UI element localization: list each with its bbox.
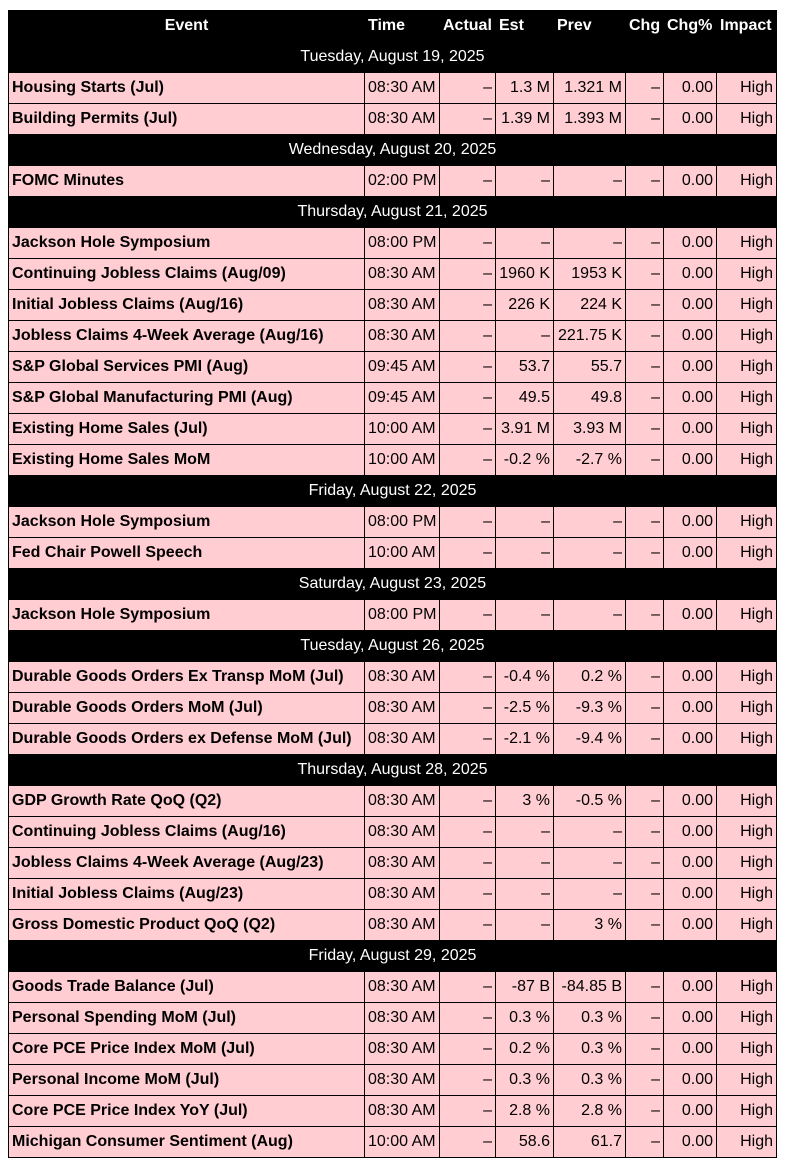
event-est-cell: -2.1 % [496,724,554,755]
event-chg-cell: – [626,1096,664,1127]
event-prev-cell: – [554,166,626,197]
event-est-cell: – [496,848,554,879]
event-actual-cell: – [440,228,496,259]
event-chg-pct-cell: 0.00 [664,1065,717,1096]
event-actual-cell: – [440,972,496,1003]
event-chg-pct-cell: 0.00 [664,166,717,197]
event-chg-pct-cell: 0.00 [664,972,717,1003]
date-heading: Tuesday, August 26, 2025 [9,631,777,662]
event-est-cell: – [496,879,554,910]
event-chg-cell: – [626,259,664,290]
event-actual-cell: – [440,507,496,538]
event-actual-cell: – [440,414,496,445]
event-chg-cell: – [626,166,664,197]
event-time-cell: 08:00 PM [365,507,440,538]
event-row[interactable] [9,848,777,879]
table-body [9,42,777,1158]
event-name-cell: Jobless Claims 4-Week Average (Aug/23) [9,848,365,879]
event-est-cell: – [496,600,554,631]
event-est-cell: 58.6 [496,1127,554,1158]
event-name-cell: Existing Home Sales MoM [9,445,365,476]
event-chg-pct-cell: 0.00 [664,662,717,693]
event-name-cell: Core PCE Price Index YoY (Jul) [9,1096,365,1127]
event-est-cell: – [496,538,554,569]
event-time-cell: 08:30 AM [365,1096,440,1127]
event-chg-pct-cell: 0.00 [664,228,717,259]
event-chg-pct-cell: 0.00 [664,290,717,321]
event-chg-pct-cell: 0.00 [664,693,717,724]
event-row[interactable] [9,228,777,259]
event-row[interactable] [9,166,777,197]
event-prev-cell: – [554,228,626,259]
event-name-cell: S&P Global Manufacturing PMI (Aug) [9,383,365,414]
event-actual-cell: – [440,662,496,693]
event-chg-pct-cell: 0.00 [664,259,717,290]
event-chg-cell: – [626,414,664,445]
event-chg-cell: – [626,693,664,724]
event-est-cell: 53.7 [496,352,554,383]
event-est-cell: 3 % [496,786,554,817]
event-est-cell: -0.4 % [496,662,554,693]
event-row[interactable] [9,786,777,817]
header-chg-pct[interactable]: Chg% [664,11,717,42]
header-prev[interactable]: Prev [554,11,626,42]
event-time-cell: 08:30 AM [365,1034,440,1065]
event-time-cell: 09:45 AM [365,352,440,383]
event-est-cell: 1.3 M [496,73,554,104]
event-actual-cell: – [440,910,496,941]
date-group-row [9,476,777,507]
event-prev-cell: 0.2 % [554,662,626,693]
event-prev-cell: 2.8 % [554,1096,626,1127]
event-row[interactable] [9,693,777,724]
event-chg-cell: – [626,352,664,383]
event-chg-cell: – [626,228,664,259]
event-chg-pct-cell: 0.00 [664,445,717,476]
event-name-cell: Jackson Hole Symposium [9,507,365,538]
event-name-cell: Durable Goods Orders Ex Transp MoM (Jul) [9,662,365,693]
event-chg-pct-cell: 0.00 [664,321,717,352]
event-actual-cell: – [440,352,496,383]
event-chg-cell: – [626,786,664,817]
event-actual-cell: – [440,1065,496,1096]
date-group-row [9,755,777,786]
event-row[interactable] [9,1003,777,1034]
event-row[interactable] [9,352,777,383]
event-prev-cell: – [554,600,626,631]
event-name-cell: Existing Home Sales (Jul) [9,414,365,445]
event-prev-cell: -84.85 B [554,972,626,1003]
event-impact-cell: High [717,879,777,910]
event-est-cell: – [496,817,554,848]
event-name-cell: Continuing Jobless Claims (Aug/16) [9,817,365,848]
event-est-cell: 49.5 [496,383,554,414]
event-time-cell: 08:30 AM [365,972,440,1003]
header-actual[interactable]: Actual [440,11,496,42]
event-impact-cell: High [717,352,777,383]
event-row[interactable] [9,290,777,321]
event-chg-cell: – [626,1127,664,1158]
event-chg-pct-cell: 0.00 [664,352,717,383]
header-chg[interactable]: Chg [626,11,664,42]
event-chg-pct-cell: 0.00 [664,879,717,910]
event-chg-pct-cell: 0.00 [664,507,717,538]
date-group-row [9,135,777,166]
date-heading: Wednesday, August 20, 2025 [9,135,777,166]
event-est-cell: 1.39 M [496,104,554,135]
event-name-cell: Goods Trade Balance (Jul) [9,972,365,1003]
header-row [9,11,777,42]
event-row[interactable] [9,104,777,135]
event-actual-cell: – [440,724,496,755]
event-time-cell: 08:30 AM [365,1065,440,1096]
event-time-cell: 10:00 AM [365,445,440,476]
event-name-cell: Fed Chair Powell Speech [9,538,365,569]
event-name-cell: GDP Growth Rate QoQ (Q2) [9,786,365,817]
event-impact-cell: High [717,228,777,259]
event-actual-cell: – [440,1003,496,1034]
event-row[interactable] [9,817,777,848]
event-time-cell: 08:30 AM [365,290,440,321]
event-row[interactable] [9,1096,777,1127]
event-time-cell: 02:00 PM [365,166,440,197]
event-chg-cell: – [626,290,664,321]
event-est-cell: 1960 K [496,259,554,290]
event-time-cell: 08:30 AM [365,73,440,104]
event-time-cell: 09:45 AM [365,383,440,414]
event-chg-cell: – [626,972,664,1003]
event-est-cell: 0.2 % [496,1034,554,1065]
event-est-cell: – [496,321,554,352]
event-chg-cell: – [626,1034,664,1065]
date-group-row [9,569,777,600]
event-actual-cell: – [440,321,496,352]
event-chg-cell: – [626,817,664,848]
event-row[interactable] [9,321,777,352]
event-est-cell: 0.3 % [496,1065,554,1096]
header-est[interactable]: Est [496,11,554,42]
date-heading: Friday, August 29, 2025 [9,941,777,972]
date-heading: Thursday, August 21, 2025 [9,197,777,228]
event-impact-cell: High [717,507,777,538]
event-time-cell: 08:30 AM [365,910,440,941]
event-name-cell: Personal Spending MoM (Jul) [9,1003,365,1034]
event-time-cell: 08:30 AM [365,848,440,879]
event-chg-pct-cell: 0.00 [664,848,717,879]
event-time-cell: 10:00 AM [365,414,440,445]
event-est-cell: -87 B [496,972,554,1003]
event-est-cell: – [496,166,554,197]
event-actual-cell: – [440,290,496,321]
event-impact-cell: High [717,1096,777,1127]
event-prev-cell: 0.3 % [554,1003,626,1034]
event-chg-cell: – [626,724,664,755]
event-impact-cell: High [717,693,777,724]
event-prev-cell: – [554,817,626,848]
event-time-cell: 08:30 AM [365,724,440,755]
event-chg-cell: – [626,879,664,910]
event-chg-pct-cell: 0.00 [664,538,717,569]
date-heading: Tuesday, August 19, 2025 [9,42,777,73]
event-chg-pct-cell: 0.00 [664,817,717,848]
event-prev-cell: 1.321 M [554,73,626,104]
event-impact-cell: High [717,1034,777,1065]
event-prev-cell: – [554,848,626,879]
event-impact-cell: High [717,1065,777,1096]
event-actual-cell: – [440,383,496,414]
event-prev-cell: -9.4 % [554,724,626,755]
event-actual-cell: – [440,538,496,569]
event-chg-pct-cell: 0.00 [664,414,717,445]
event-row[interactable] [9,910,777,941]
event-time-cell: 08:00 PM [365,228,440,259]
event-chg-cell: – [626,600,664,631]
event-name-cell: Gross Domestic Product QoQ (Q2) [9,910,365,941]
event-name-cell: Durable Goods Orders MoM (Jul) [9,693,365,724]
event-impact-cell: High [717,817,777,848]
event-actual-cell: – [440,1127,496,1158]
event-est-cell: 3.91 M [496,414,554,445]
event-chg-cell: – [626,662,664,693]
event-time-cell: 08:00 PM [365,600,440,631]
event-name-cell: Jobless Claims 4-Week Average (Aug/16) [9,321,365,352]
event-time-cell: 08:30 AM [365,1003,440,1034]
date-group-row [9,42,777,73]
event-prev-cell: 3 % [554,910,626,941]
event-prev-cell: – [554,538,626,569]
event-row[interactable] [9,445,777,476]
event-actual-cell: – [440,786,496,817]
event-prev-cell: -9.3 % [554,693,626,724]
event-impact-cell: High [717,414,777,445]
calendar-container [8,10,777,1158]
event-name-cell: Initial Jobless Claims (Aug/23) [9,879,365,910]
date-group-row [9,197,777,228]
event-chg-pct-cell: 0.00 [664,104,717,135]
event-row[interactable] [9,414,777,445]
event-prev-cell: 0.3 % [554,1065,626,1096]
event-chg-cell: – [626,848,664,879]
event-row[interactable] [9,1065,777,1096]
event-prev-cell: 224 K [554,290,626,321]
event-chg-pct-cell: 0.00 [664,1034,717,1065]
event-name-cell: Michigan Consumer Sentiment (Aug) [9,1127,365,1158]
event-impact-cell: High [717,166,777,197]
event-name-cell: Core PCE Price Index MoM (Jul) [9,1034,365,1065]
event-prev-cell: 0.3 % [554,1034,626,1065]
event-impact-cell: High [717,73,777,104]
event-chg-pct-cell: 0.00 [664,383,717,414]
event-row[interactable] [9,507,777,538]
table-header [9,11,777,42]
event-impact-cell: High [717,1003,777,1034]
event-time-cell: 08:30 AM [365,817,440,848]
event-chg-pct-cell: 0.00 [664,1127,717,1158]
event-chg-pct-cell: 0.00 [664,1003,717,1034]
event-impact-cell: High [717,662,777,693]
event-est-cell: 0.3 % [496,1003,554,1034]
event-row[interactable] [9,879,777,910]
event-impact-cell: High [717,321,777,352]
event-row[interactable] [9,724,777,755]
event-name-cell: Jackson Hole Symposium [9,600,365,631]
header-time[interactable]: Time [365,11,440,42]
event-name-cell: Building Permits (Jul) [9,104,365,135]
event-actual-cell: – [440,1096,496,1127]
event-impact-cell: High [717,910,777,941]
event-row[interactable] [9,383,777,414]
event-row[interactable] [9,1127,777,1158]
event-impact-cell: High [717,972,777,1003]
event-time-cell: 08:30 AM [365,259,440,290]
event-prev-cell: -2.7 % [554,445,626,476]
event-time-cell: 08:30 AM [365,879,440,910]
event-name-cell: Housing Starts (Jul) [9,73,365,104]
event-prev-cell: – [554,879,626,910]
event-est-cell: – [496,910,554,941]
event-impact-cell: High [717,104,777,135]
event-prev-cell: 3.93 M [554,414,626,445]
event-chg-cell: – [626,1003,664,1034]
event-chg-cell: – [626,73,664,104]
event-est-cell: -0.2 % [496,445,554,476]
header-event[interactable]: Event [9,11,365,42]
event-row[interactable] [9,73,777,104]
event-est-cell: 226 K [496,290,554,321]
event-chg-pct-cell: 0.00 [664,600,717,631]
event-actual-cell: – [440,104,496,135]
event-actual-cell: – [440,817,496,848]
event-chg-cell: – [626,383,664,414]
event-chg-pct-cell: 0.00 [664,910,717,941]
event-name-cell: Durable Goods Orders ex Defense MoM (Jul) [9,724,365,755]
event-time-cell: 08:30 AM [365,104,440,135]
event-est-cell: – [496,507,554,538]
event-impact-cell: High [717,445,777,476]
event-chg-pct-cell: 0.00 [664,786,717,817]
event-impact-cell: High [717,383,777,414]
date-heading: Thursday, August 28, 2025 [9,755,777,786]
event-actual-cell: – [440,73,496,104]
event-impact-cell: High [717,848,777,879]
event-actual-cell: – [440,848,496,879]
event-name-cell: Continuing Jobless Claims (Aug/09) [9,259,365,290]
event-time-cell: 10:00 AM [365,538,440,569]
event-chg-pct-cell: 0.00 [664,724,717,755]
event-row[interactable] [9,538,777,569]
event-prev-cell: 55.7 [554,352,626,383]
event-prev-cell: 49.8 [554,383,626,414]
event-impact-cell: High [717,259,777,290]
event-name-cell: Initial Jobless Claims (Aug/16) [9,290,365,321]
event-row[interactable] [9,1034,777,1065]
event-prev-cell: 61.7 [554,1127,626,1158]
event-actual-cell: – [440,259,496,290]
event-row[interactable] [9,662,777,693]
event-time-cell: 08:30 AM [365,693,440,724]
event-impact-cell: High [717,290,777,321]
event-prev-cell: -0.5 % [554,786,626,817]
event-name-cell: FOMC Minutes [9,166,365,197]
event-actual-cell: – [440,693,496,724]
economic-calendar-table [8,10,777,1158]
event-name-cell: Personal Income MoM (Jul) [9,1065,365,1096]
event-actual-cell: – [440,1034,496,1065]
event-actual-cell: – [440,600,496,631]
event-chg-pct-cell: 0.00 [664,73,717,104]
event-chg-cell: – [626,321,664,352]
event-row[interactable] [9,600,777,631]
event-est-cell: -2.5 % [496,693,554,724]
event-prev-cell: 1.393 M [554,104,626,135]
event-name-cell: S&P Global Services PMI (Aug) [9,352,365,383]
event-actual-cell: – [440,445,496,476]
event-chg-cell: – [626,538,664,569]
date-group-row [9,941,777,972]
event-time-cell: 08:30 AM [365,786,440,817]
event-est-cell: – [496,228,554,259]
event-chg-cell: – [626,507,664,538]
event-time-cell: 08:30 AM [365,662,440,693]
event-row[interactable] [9,259,777,290]
event-chg-cell: – [626,910,664,941]
event-est-cell: 2.8 % [496,1096,554,1127]
event-impact-cell: High [717,786,777,817]
event-actual-cell: – [440,879,496,910]
event-chg-cell: – [626,1065,664,1096]
event-prev-cell: 221.75 K [554,321,626,352]
event-chg-cell: – [626,104,664,135]
event-name-cell: Jackson Hole Symposium [9,228,365,259]
event-impact-cell: High [717,600,777,631]
event-impact-cell: High [717,724,777,755]
event-time-cell: 10:00 AM [365,1127,440,1158]
date-heading: Friday, August 22, 2025 [9,476,777,507]
event-time-cell: 08:30 AM [365,321,440,352]
event-row[interactable] [9,972,777,1003]
event-prev-cell: – [554,507,626,538]
event-chg-pct-cell: 0.00 [664,1096,717,1127]
event-impact-cell: High [717,1127,777,1158]
date-heading: Saturday, August 23, 2025 [9,569,777,600]
event-actual-cell: – [440,166,496,197]
header-impact[interactable]: Impact [717,11,777,42]
date-group-row [9,631,777,662]
event-impact-cell: High [717,538,777,569]
event-prev-cell: 1953 K [554,259,626,290]
event-chg-cell: – [626,445,664,476]
